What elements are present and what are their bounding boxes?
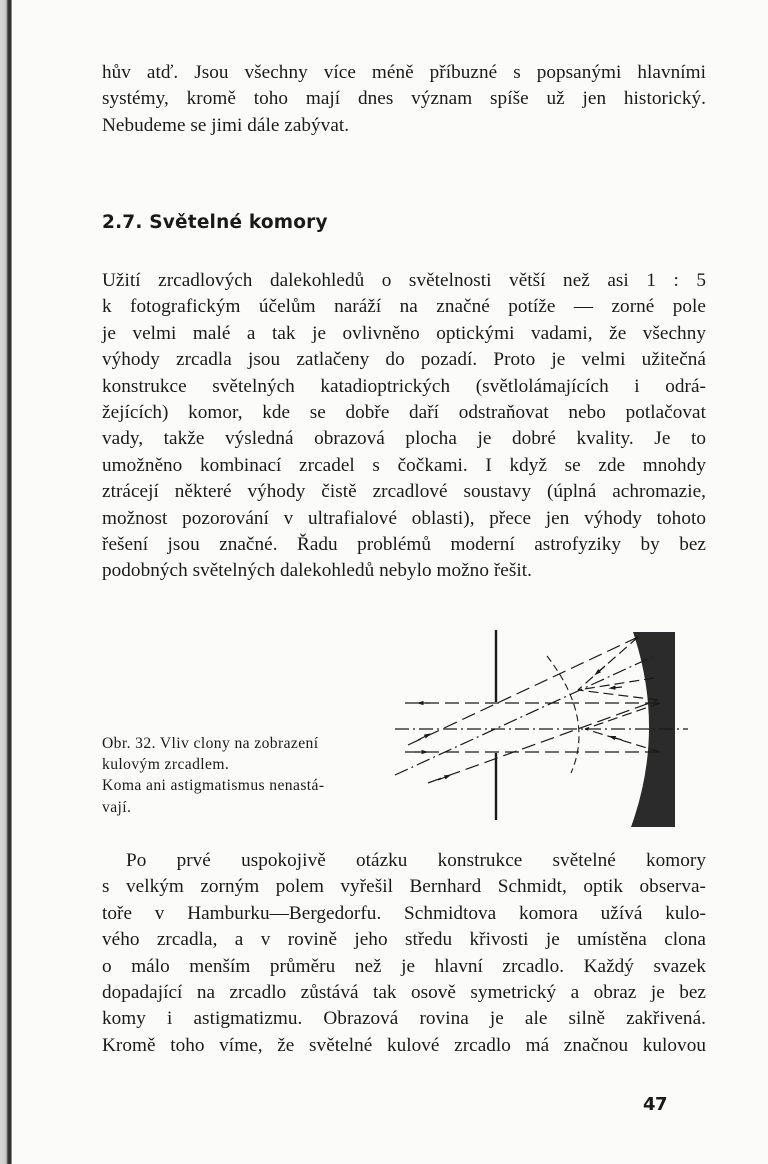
text-line: možnost pozorování v ultrafialové oblasti), přece jen výhody tohoto <box>102 507 706 529</box>
intro-paragraph <box>102 60 706 139</box>
page-number: 47 <box>643 1094 668 1115</box>
text-line: k fotografickým účelům naráží na značné potíže — zorné pole <box>102 296 706 318</box>
caption-line: vají. <box>102 798 132 816</box>
text-line: ztrácejí některé výhody čistě zrcadlové soustavy (úplná achromazie, <box>102 481 706 503</box>
caption-line: Obr. 32. Vliv clony na zobrazení <box>102 735 319 752</box>
text-line: Nebudeme se jimi dále zabývat. <box>102 114 350 136</box>
focal-surface-arc <box>547 656 579 773</box>
text-line: podobných světelných dalekohledů nebylo možno řešit. <box>102 560 532 582</box>
text-line: o málo menším průměru než je hlavní zrcadlo. Každý svazek <box>102 955 706 977</box>
text-line: vady, takže výsledná obrazová plocha je dobré kvality. Je to <box>102 428 706 450</box>
text-line: toře v Hamburku—Bergedorfu. Schmidtova komora užívá kulo- <box>102 902 706 924</box>
text-line: hův atď. Jsou všechny více méně příbuzné s popsanými hlavními <box>102 62 706 83</box>
text-line: výhody zrcadla jsou zatlačeny do pozadí. Proto je velmi užitečná <box>102 349 706 371</box>
text-line: dopadající na zrcadlo zůstává tak osově symetrický a obraz je bez <box>102 982 706 1004</box>
caption-line: Koma ani astigmatismus nenastá- <box>102 777 325 795</box>
text-line: systémy, kromě toho mají dnes význam spíše už jen historický. <box>102 88 706 110</box>
text-line: s velkým zorným polem vyřešil Bernhard Schmidt, optik observa- <box>102 876 706 898</box>
section-heading: 2.7. Světelné komory <box>102 212 328 233</box>
text-line: Užití zrcadlových dalekohledů o světelnosti větší než asi 1 : 5 <box>102 270 706 291</box>
text-line: vého zrcadla, a v rovině jeho středu křivosti je umístěna clona <box>102 929 706 951</box>
optical-diagram <box>390 620 690 835</box>
text-line: Po prvé uspokojivě otázku konstrukce světelné komory <box>126 850 706 871</box>
text-line: žejících) komor, kde se dobře daří odstraňovat nebo potlačovat <box>102 402 706 424</box>
text-line: komy i astigmatizmu. Obrazová rovina je ale silně zakřivená. <box>102 1008 706 1030</box>
text-line: Kromě toho víme, že světelné kulové zrcadlo má značnou kulovou <box>102 1034 706 1056</box>
caption-line: kulovým zrcadlem. <box>102 756 230 774</box>
text-line: řešení jsou značné. Řadu problémů moderní astrofyziky by bez <box>102 534 706 556</box>
text-line: umožněno kombinací zrcadel s čočkami. I když se zde mnohdy <box>102 454 706 476</box>
paragraph-2 <box>102 848 706 1059</box>
text-line: konstrukce světelných katadioptrických (světlolámajících i odrá- <box>102 375 706 397</box>
paragraph-1 <box>102 268 706 585</box>
light-rays <box>395 637 660 783</box>
text-line: je velmi malé a tak je ovlivněno optickými vadami, že všechny <box>102 322 706 344</box>
figure-caption <box>102 733 382 818</box>
